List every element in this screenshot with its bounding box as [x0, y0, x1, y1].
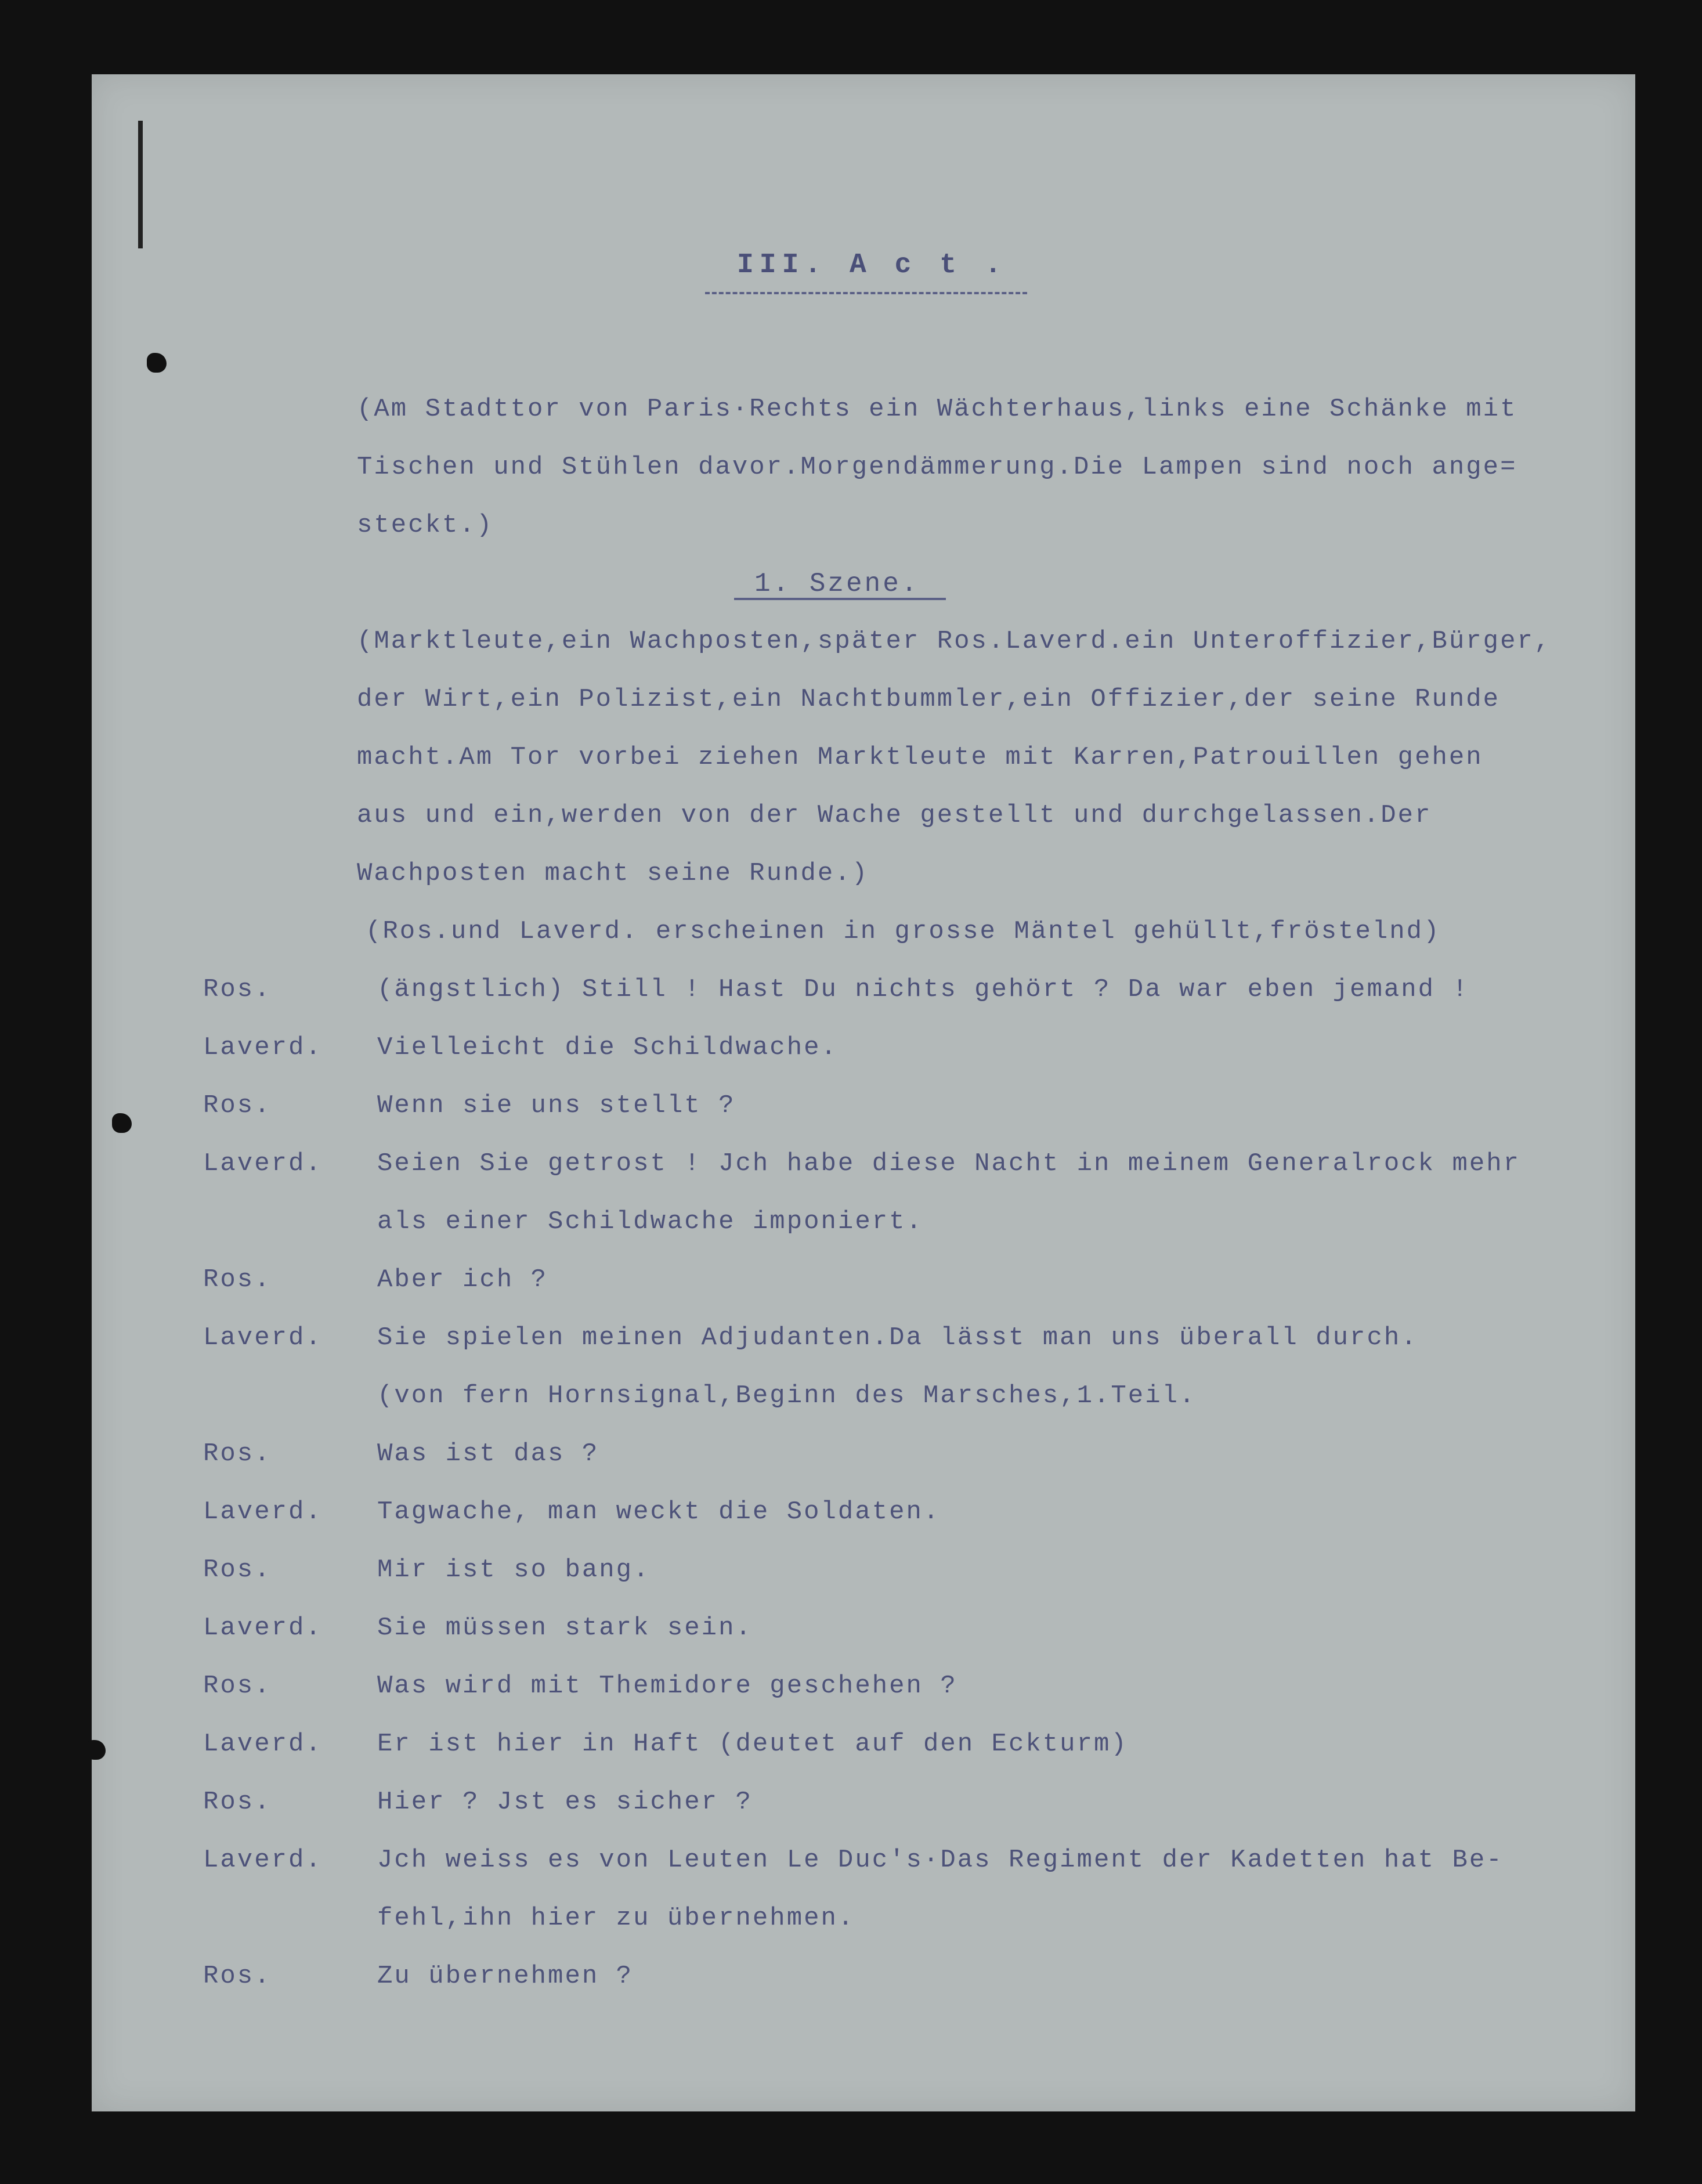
- punch-hole: [147, 353, 167, 373]
- speaker-label: Ros.: [203, 975, 272, 1004]
- scene-direction-line: (Ros.und Laverd. erscheinen in grosse Mäntel gehüllt,fröstelnd): [366, 917, 1441, 946]
- dialogue-line: Mir ist so bang.: [377, 1555, 651, 1584]
- speaker-label: Laverd.: [203, 1846, 323, 1875]
- dialogue-line: Er ist hier in Haft (deutet auf den Eckturm): [377, 1730, 1128, 1759]
- speaker-label: Laverd.: [203, 1613, 323, 1642]
- scene-direction-line: (Marktleute,ein Wachposten,später Ros.Laverd.ein Unteroffizier,Bürger,: [357, 627, 1552, 656]
- scene-heading: 1. Szene.: [754, 569, 920, 599]
- dialogue-line: Jch weiss es von Leuten Le Duc's·Das Regiment der Kadetten hat Be-: [377, 1846, 1504, 1875]
- dialogue-line: Tagwache, man weckt die Soldaten.: [377, 1497, 941, 1526]
- dialogue-line: (von fern Hornsignal,Beginn des Marsches,1.Teil.: [377, 1381, 1197, 1410]
- torn-staple-mark: [138, 121, 143, 248]
- scene-direction-line: aus und ein,werden von der Wache gestellt und durchgelassen.Der: [357, 801, 1432, 830]
- dialogue-line: fehl,ihn hier zu übernehmen.: [377, 1904, 855, 1933]
- speaker-label: Ros.: [203, 1672, 272, 1701]
- dialogue-line: Hier ? Jst es sicher ?: [377, 1788, 753, 1817]
- punch-hole: [112, 1113, 132, 1133]
- scene-direction-line: macht.Am Tor vorbei ziehen Marktleute mit Karren,Patrouillen gehen: [357, 743, 1483, 772]
- scene-underline: [734, 598, 946, 600]
- speaker-label: Laverd.: [203, 1730, 323, 1759]
- speaker-label: Ros.: [203, 1439, 272, 1468]
- speaker-label: Ros.: [203, 1788, 272, 1817]
- dialogue-line: Sie spielen meinen Adjudanten.Da lässt man uns überall durch.: [377, 1323, 1418, 1352]
- stage-direction-line: steckt.): [357, 511, 494, 540]
- dialogue-line: Was ist das ?: [377, 1439, 599, 1468]
- scene-direction-line: Wachposten macht seine Runde.): [357, 859, 869, 888]
- dialogue-line: als einer Schildwache imponiert.: [377, 1207, 923, 1236]
- speaker-label: Ros.: [203, 1555, 272, 1584]
- speaker-label: Laverd.: [203, 1149, 323, 1178]
- dialogue-line: Was wird mit Themidore geschehen ?: [377, 1672, 957, 1701]
- dialogue-line: Seien Sie getrost ! Jch habe diese Nacht in meinem Generalrock mehr: [377, 1149, 1521, 1178]
- stage-direction-line: (Am Stadttor von Paris·Rechts ein Wächterhaus,links eine Schänke mit: [357, 395, 1517, 424]
- dialogue-line: Aber ich ?: [377, 1265, 548, 1294]
- typescript-page: [92, 74, 1635, 2111]
- speaker-label: Ros.: [203, 1962, 272, 1991]
- dialogue-line: (ängstlich) Still ! Hast Du nichts gehört ? Da war eben jemand !: [377, 975, 1469, 1004]
- dialogue-line: Sie müssen stark sein.: [377, 1613, 753, 1642]
- act-title: III. A c t .: [737, 250, 1007, 281]
- punch-hole: [86, 1740, 106, 1760]
- dialogue-line: Vielleicht die Schildwache.: [377, 1033, 838, 1062]
- speaker-label: Ros.: [203, 1091, 272, 1120]
- speaker-label: Laverd.: [203, 1497, 323, 1526]
- dialogue-line: Zu übernehmen ?: [377, 1962, 634, 1991]
- scene-direction-line: der Wirt,ein Polizist,ein Nachtbummler,ein Offizier,der seine Runde: [357, 685, 1501, 714]
- title-underline: [705, 292, 1027, 294]
- stage-direction-line: Tischen und Stühlen davor.Morgendämmerung.Die Lampen sind noch ange=: [357, 453, 1517, 482]
- speaker-label: Laverd.: [203, 1323, 323, 1352]
- dialogue-line: Wenn sie uns stellt ?: [377, 1091, 736, 1120]
- speaker-label: Laverd.: [203, 1033, 323, 1062]
- speaker-label: Ros.: [203, 1265, 272, 1294]
